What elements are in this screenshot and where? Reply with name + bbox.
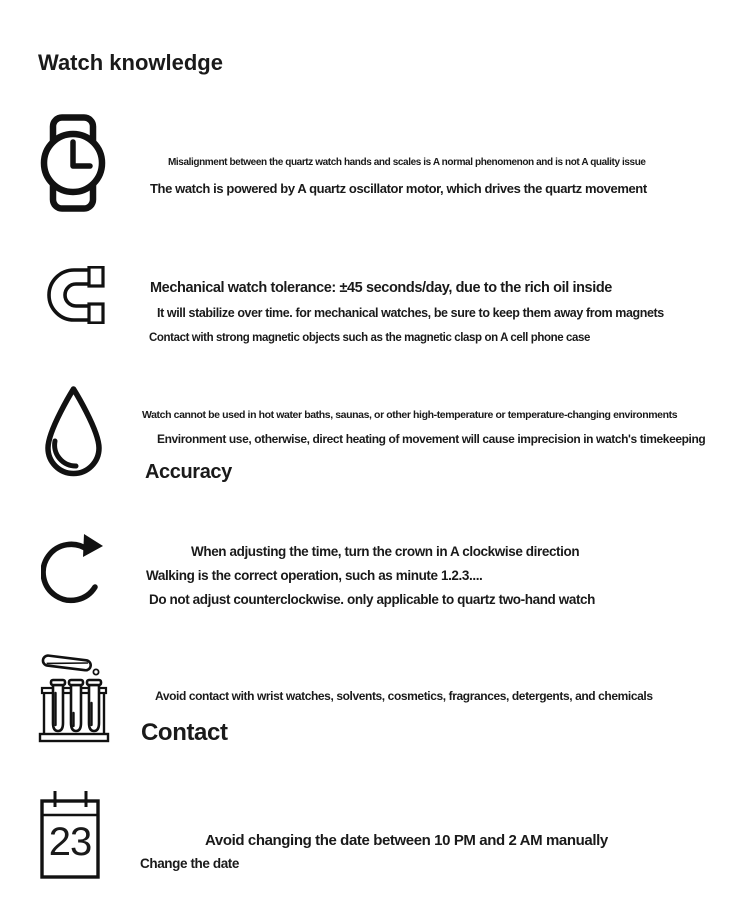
info-line: Avoid changing the date between 10 PM and 2 AM manually (205, 832, 608, 849)
info-line: Contact with strong magnetic objects such as the magnetic clasp on A cell phone case (149, 331, 590, 344)
info-line: It will stabilize over time. for mechanical watches, be sure to keep them away from magnets (157, 305, 664, 320)
info-line: The watch is powered by A quartz oscillator motor, which drives the quartz movement (150, 181, 647, 196)
calendar-icon (39, 789, 101, 880)
magnet-icon (44, 266, 106, 324)
water-drop-icon (42, 382, 105, 480)
info-line: Do not adjust counterclockwise. only applicable to quartz two-hand watch (149, 591, 596, 607)
info-line: Environment use, otherwise, direct heating of movement will cause imprecision in watch's timekeeping (157, 432, 706, 446)
test-tubes-icon (38, 647, 110, 745)
info-line: When adjusting the time, turn the crown in A clockwise direction (191, 543, 580, 559)
info-line: Walking is the correct operation, such as minute 1.2.3.... (146, 567, 483, 583)
clockwise-rotation-icon (41, 526, 104, 608)
change-date-heading: Change the date (140, 855, 240, 871)
info-line: Avoid contact with wrist watches, solvents, cosmetics, fragrances, detergents, and chemicals (155, 689, 653, 703)
info-line: Mechanical watch tolerance: ±45 seconds/day, due to the rich oil inside (150, 279, 612, 296)
accuracy-heading: Accuracy (145, 461, 232, 483)
calendar-day-number: 23 (48, 820, 92, 864)
wrist-watch-icon (40, 114, 106, 212)
contact-heading: Contact (141, 719, 228, 746)
info-line: Watch cannot be used in hot water baths, saunas, or other high-temperature or temperature-changing environments (142, 408, 678, 421)
page-title: Watch knowledge (38, 49, 223, 75)
info-line: Misalignment between the quartz watch hands and scales is A normal phenomenon and is not A quality issue (168, 157, 646, 168)
